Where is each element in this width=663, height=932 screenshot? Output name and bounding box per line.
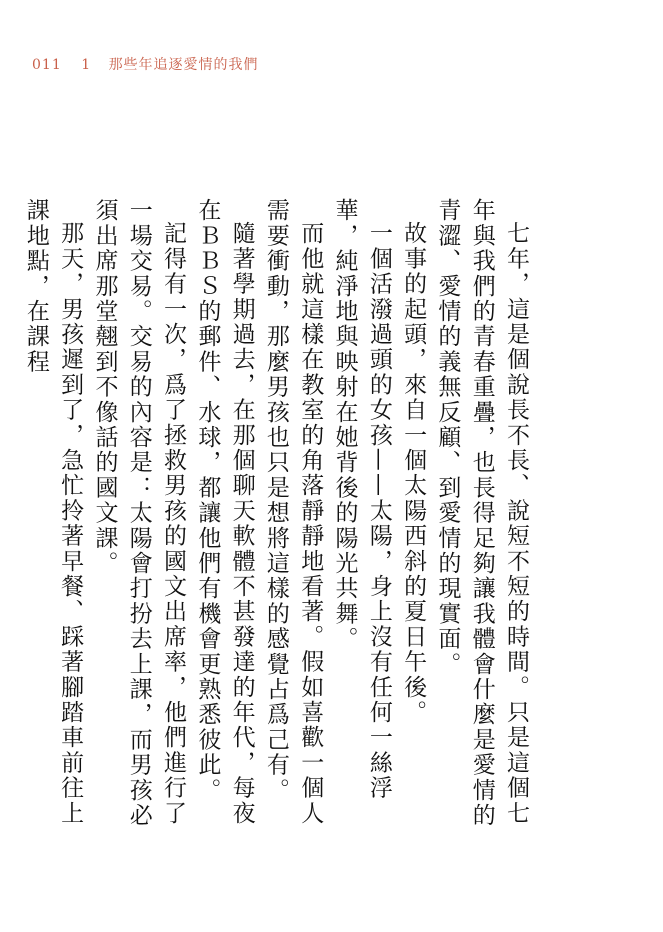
vertical-text-body: [19, 198, 533, 848]
chapter-title: 那些年追逐愛情的我們: [108, 57, 259, 73]
paragraph: 故事的起頭，來自一個太陽西斜的夏日午後。: [400, 221, 427, 725]
chapter-number: 1: [81, 57, 92, 73]
paragraph: 記得有一次，爲了拯救男孩的國文出席率，他們進行了一場交易。交易的內容是：太陽會打扮去上課，而男孩必須出席那堂翹到不像話的國文課。: [91, 198, 187, 828]
paragraph: 而他就這樣在教室的角落靜靜地看著。假如喜歡一個人需要衝動，那麼男孩也只是想將這樣的感覺占爲己有。: [262, 198, 324, 826]
paragraph: 隨著學期過去，在那個聊天軟體不甚發達的年代，每夜在ＢＢＳ的郵件、水球，都讓他們有機會更熟悉彼此。: [194, 198, 255, 826]
paragraph: 一個活潑過頭的女孩——太陽，身上沒有任何一絲浮華，純淨地與映射在她背後的陽光共舞。: [331, 198, 392, 801]
paragraph: 那天，男孩遲到了，急忙拎著早餐、踩著腳踏車前往上課地點，在課程: [22, 198, 84, 826]
paragraph: 七年，這是個說長不長、說短不短的時間。只是這個七年與我們的青春重疊，也長得足夠讓我體會什麼是愛情的青澀、愛情的義無反顧、到愛情的現實面。: [434, 198, 529, 828]
running-header: [32, 56, 259, 74]
page-number: 011: [32, 57, 62, 73]
